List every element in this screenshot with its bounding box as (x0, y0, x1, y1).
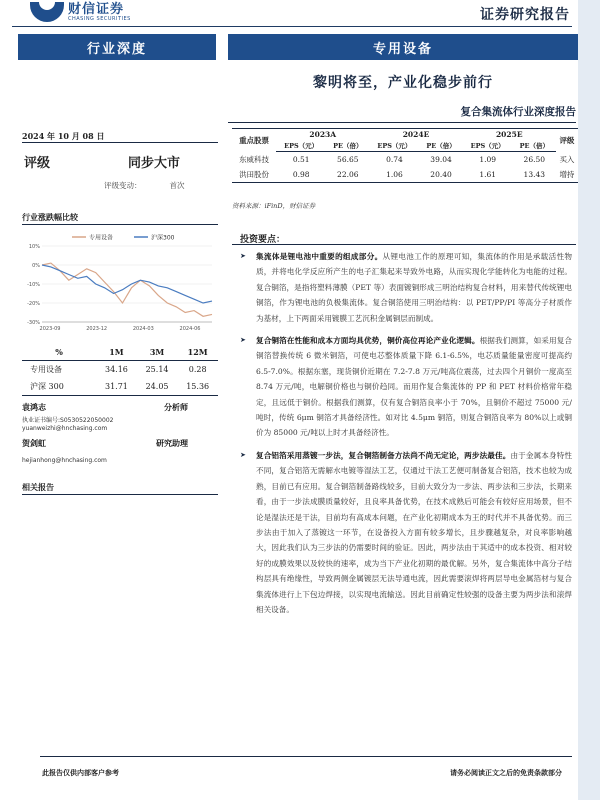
stock-header: 重点股票 (232, 129, 276, 152)
analyst-name: 贺剑虹 (22, 438, 46, 449)
list-item (238, 249, 572, 326)
perf-header: 1M (96, 344, 137, 361)
perf-name: 专用设备 (30, 365, 62, 374)
stock-eps-2023: 0.98 (276, 167, 326, 183)
x-tick-label: 2024-06 (179, 326, 201, 332)
analyst-email[interactable]: hejianhong@hnchasing.com (22, 457, 107, 465)
rating-change-value: 首次 (169, 181, 185, 190)
stock-eps-2025: 1.61 (463, 167, 513, 183)
list-item (238, 333, 572, 441)
analyst-block (22, 402, 218, 465)
arrow-bullet-icon: ➤ (240, 252, 246, 260)
performance-divider (22, 224, 218, 225)
stock-subheader: EPS（元） (463, 140, 513, 152)
report-type: 证券研究报告 (480, 7, 570, 23)
legend-label: 专用设备 (89, 234, 114, 242)
perf-3m: 24.05 (137, 378, 178, 396)
subtitle-divider (228, 122, 576, 123)
stock-pe-2024: 39.04 (430, 154, 452, 164)
perf-1m: 31.71 (96, 378, 137, 396)
logo-cn: 财信证券 (68, 2, 125, 17)
y-tick-label: -30% (27, 320, 40, 326)
key-stocks-table (232, 128, 578, 183)
stock-header: 评级 (556, 129, 578, 152)
table-row (232, 152, 578, 167)
perf-header: % (22, 344, 96, 361)
analyst-cert: 执业证书编号:S0530522050002 (22, 417, 114, 424)
header-divider (12, 26, 572, 27)
y-tick-label: 0% (32, 263, 40, 269)
legend-label: 沪深300 (151, 234, 175, 242)
footer-note: 此报告仅供内部客户参考 (42, 768, 119, 777)
perf-1m: 34.16 (104, 365, 128, 374)
x-tick-label: 2024-03 (132, 326, 154, 332)
stock-header: 2024E (369, 129, 462, 141)
stock-subheader: EPS（元） (369, 140, 419, 152)
bullet-text: 从锂电池工作的原理可知，集流体的作用是承载活性物质，并将电化学反应所产生的电子汇集起来导致外电路，从而实现化学能转化为电能的过程。复合铜箔，是指将塑料薄膜（PET 等）表面镀铜形成三明治结构复合材料，用来替代传统锂电铜箔，作为锂电池的负极集流体。复合铜箔使用三明治结构：以 PET/PP/PI 等高分子材质作为基材，上下两面采用镀膜工艺沉积金属铜层而制成。 (256, 252, 573, 323)
stock-rating: 增持 (556, 167, 578, 183)
stock-pe-2023: 22.06 (326, 167, 369, 183)
arrow-bullet-icon: ➤ (240, 450, 246, 459)
stock-pe-2024: 20.40 (419, 167, 462, 183)
rating-change-label: 评级变动： (104, 181, 142, 190)
perf-3m: 25.14 (145, 365, 169, 374)
stock-eps-2025: 1.09 (479, 154, 497, 164)
investment-title: 投资要点： (240, 235, 286, 245)
stock-pe-2023: 56.65 (337, 154, 359, 164)
report-date: 2024 年 10 月 08 日 (22, 131, 105, 141)
list-item (238, 448, 572, 617)
investment-divider (232, 244, 576, 245)
table-row (232, 167, 578, 183)
stock-subheader: PE（倍） (419, 140, 462, 152)
table-row (22, 361, 218, 379)
perf-12m: 0.28 (188, 365, 207, 374)
table-source: 资料来源：iFinD，财信证券 (232, 202, 316, 210)
rating-change (104, 180, 185, 191)
related-reports-title: 相关报告 (22, 482, 54, 492)
company-logo (30, 0, 131, 22)
stock-eps-2024: 1.06 (369, 167, 419, 183)
analyst-role: 研究助理 (156, 438, 188, 449)
footer-divider (40, 756, 572, 757)
date-divider (22, 142, 218, 143)
logo-en: CHASING SECURITIES (68, 16, 131, 22)
stock-eps-2023: 0.51 (292, 154, 310, 164)
bullet-heading: 集流体是锂电池中重要的组成部分。 (256, 252, 383, 261)
page-side-strip (578, 0, 600, 800)
bullet-heading: 复合铝箔采用蒸镀一步法，复合铜箔制备方法尚不尚无定论，两步法最佳。 (256, 450, 511, 460)
performance-table (22, 344, 218, 396)
rating-label: 评级 (24, 156, 51, 171)
series-line-专用设备 (42, 263, 212, 316)
stock-subheader: PE（倍） (513, 140, 556, 152)
perf-header: 12M (177, 344, 218, 361)
stock-name: 洪田股份 (232, 167, 276, 183)
stock-subheader: EPS（元） (276, 140, 326, 152)
y-tick-label: 10% (28, 244, 40, 250)
perf-header: 3M (137, 344, 178, 361)
footer-disclaimer: 请务必阅读正文之后的免责条款部分 (450, 768, 562, 777)
report-headline: 黎明将至，产业化稳步前行 (313, 75, 493, 91)
analyst-entry (22, 438, 218, 465)
investment-points (238, 249, 572, 624)
report-subtitle: 复合集流体行业深度报告 (460, 106, 576, 118)
logo-mark-icon (30, 2, 64, 22)
industry-band: 专用设备 (228, 34, 578, 60)
x-tick-label: 2023-12 (86, 326, 108, 332)
performance-title: 行业涨跌幅比较 (22, 212, 78, 222)
performance-chart (22, 230, 218, 340)
stock-eps-2024: 0.74 (386, 154, 403, 164)
rating-value: 同步大市 (128, 156, 181, 171)
category-band: 行业深度 (18, 34, 216, 60)
y-tick-label: -20% (27, 301, 40, 307)
bullet-text: 由于金属本身特性不同，复合铝箔无需解水电镀等湿法工艺，仅通过干法工艺便可制备复合铝箔，技术也较为成熟，目前已有应用。复合铜箔制备路线较多，目前大致分为一步法、两步法和三步法，长期来看，由于一步法成膜质量较好，且良率具备优势，在技术成熟后可能会有较好应用场景，但不论是湿法还是干法，目前均有高成本问题，在产业化初期成本为王的时代并不具备优势。而三步法由于加入了蒸镀这一环节，在设备投入方面有较多增长，且步骤越复杂，对良率影响越大，因此我们认为三步法的仍需要时间的验证。因此，两步法由于其适中的成本投资、相对较好的成膜效果以及较快的速率，成为当下产业化初期的最优解。另外，复合集流体中高分子结构层具有绝缘性，导致两侧金属镀层无法导通电流，因此需要滚焊将两层导电金属箔材与复合集流体进行上下包边焊接，以实现电流输送。因此目前确定性较强的设备主要为两步法和滚焊相关设备。 (256, 450, 573, 614)
stock-name: 东威科技 (239, 154, 270, 164)
table-row (22, 378, 218, 396)
stock-header: 2025E (463, 129, 556, 141)
stock-pe-2025: 13.43 (513, 167, 556, 183)
stock-subheader: PE（倍） (326, 140, 369, 152)
bullet-text: 根据我们测算，如采用复合铜箔替换传统 6 微米铜箔，可使电芯整体质量下降 6.1-6.5%，电芯质量能量密度可提高约 6.5-7.0%。根据东塞，现货铜价近期在 7.2-7.8 万元/吨高位震荡，过去四个月铜价一度高至 8.74 万元/吨，电解铜价格也与铜价趋同。而用作复合集流体的 PP 和 PET 材料价格常年稳定，且远低于铜价。根据我们测算，仅有复合铜箔良率小于 70%，且铜价不超过 75000 元/吨时，传统 6μm 铜箔才具备经济性。如对比 4.5μm 铜箔，则复合铜箔良率为 80%以上或铜价为 85000 元/吨以上时才具备经济性。 (256, 336, 572, 438)
stock-header: 2023A (276, 129, 369, 141)
bullet-heading: 复合铜箔在性能和成本方面均具优势，铜价高位再论产业化逻辑。 (256, 336, 480, 346)
related-divider (22, 494, 218, 495)
arrow-bullet-icon: ➤ (240, 336, 246, 345)
analyst-role: 分析师 (164, 402, 188, 412)
x-tick-label: 2023-09 (39, 326, 61, 332)
perf-name: 沪深 300 (22, 378, 96, 396)
stock-rating: 买入 (559, 154, 575, 164)
analyst-name: 袁鸿志 (22, 402, 46, 412)
perf-12m: 15.36 (177, 378, 218, 396)
analyst-email[interactable]: yuanweizhi@hnchasing.com (22, 425, 108, 433)
stock-pe-2025: 26.50 (523, 154, 546, 164)
analyst-entry (22, 402, 218, 433)
y-tick-label: -10% (27, 282, 40, 288)
